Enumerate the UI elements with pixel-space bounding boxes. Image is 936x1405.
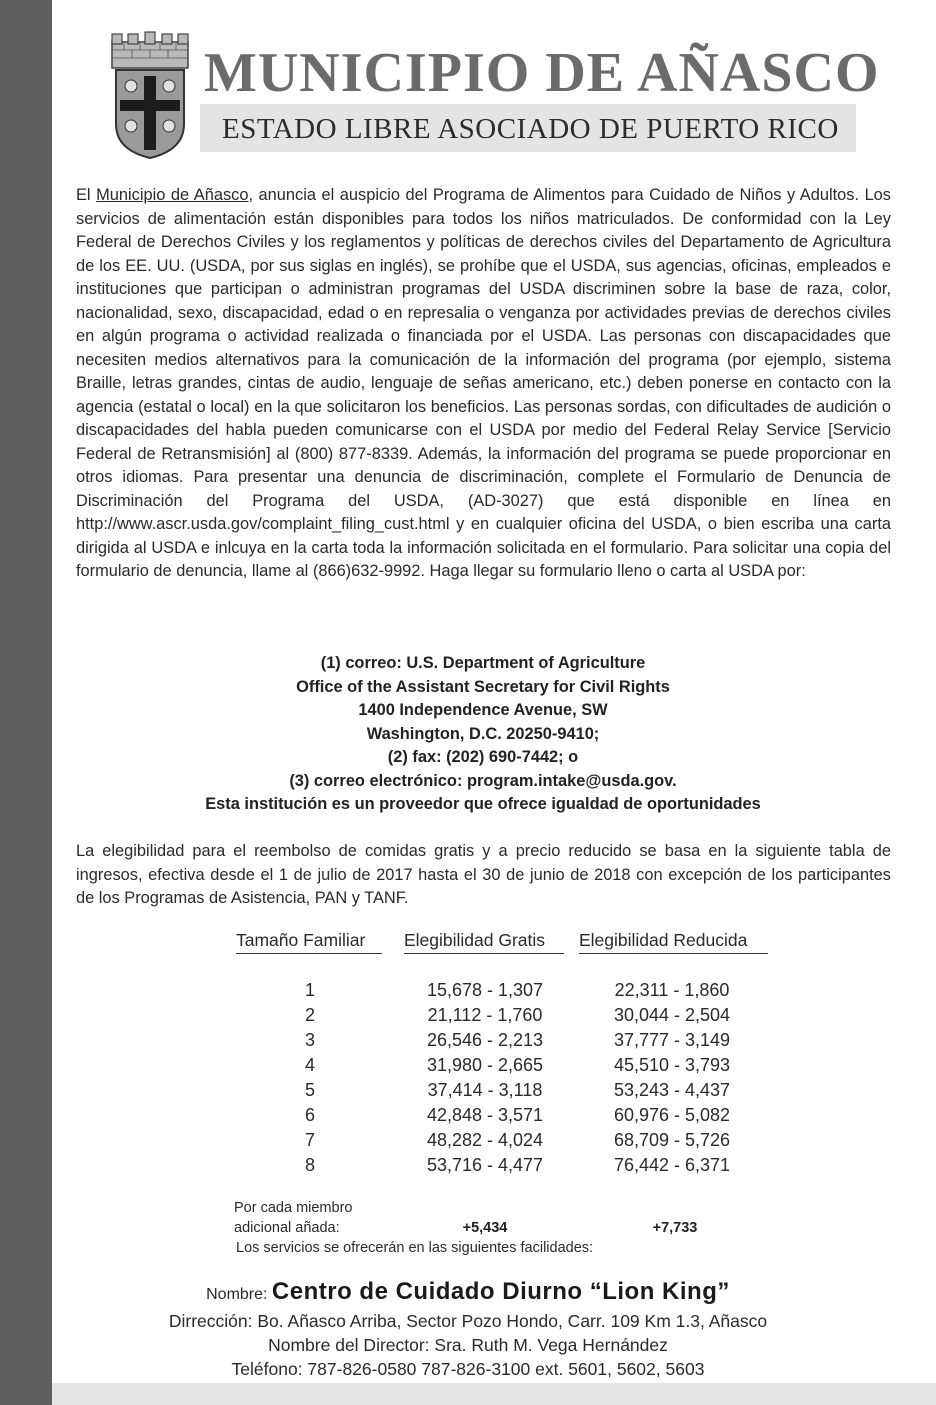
- table-row: [0, 978, 936, 1003]
- address-line: (2) fax: (202) 690-7442; o: [387, 748, 579, 766]
- income-table: [0, 978, 936, 1178]
- left-margin-bar: [0, 0, 52, 1405]
- family-size-cell: 7: [304, 1130, 315, 1150]
- free-cell: 42,848 - 3,571: [426, 1105, 544, 1125]
- bottom-strip: [52, 1383, 936, 1405]
- reduced-cell: 60,976 - 5,082: [613, 1105, 731, 1125]
- address-line: Office of the Assistant Secretary for Civil Rights: [296, 677, 670, 696]
- table-row: [0, 1153, 936, 1178]
- additional-label-line2: adicional añada:: [234, 1220, 340, 1236]
- facility-director: Nombre del Director: Sra. Ruth M. Vega Hernández: [268, 1335, 668, 1355]
- additional-label-line1: Por cada miembro: [234, 1200, 353, 1216]
- mailing-address-block: [80, 652, 886, 817]
- table-row: [0, 1128, 936, 1153]
- facility-phone: Teléfono: 787-826-0580 787-826-3100 ext. 5601, 5602, 5603: [231, 1359, 705, 1379]
- reduced-cell: 30,044 - 2,504: [613, 1005, 731, 1025]
- free-cell: 53,716 - 4,477: [426, 1155, 544, 1175]
- facility-address: Dirrección: Bo. Añasco Arriba, Sector Pozo Hondo, Carr. 109 Km 1.3, Añasco: [168, 1311, 768, 1331]
- additional-free-value: +5,434: [462, 1220, 508, 1236]
- coat-of-arms-icon: [104, 28, 196, 160]
- page-subtitle: ESTADO LIBRE ASOCIADO DE PUERTO RICO: [222, 113, 839, 145]
- table-row: [0, 1078, 936, 1103]
- municipio-link: Municipio de Añasco: [96, 186, 249, 204]
- reduced-cell: 76,442 - 6,371: [613, 1155, 731, 1175]
- free-cell: 15,678 - 1,307: [426, 980, 544, 1000]
- facility-name: Centro de Cuidado Diurno “Lion King”: [271, 1278, 730, 1305]
- page-title: MUNICIPIO DE AÑASCO: [204, 42, 880, 104]
- family-size-cell: 8: [304, 1155, 315, 1175]
- additional-reduced-value: +7,733: [652, 1220, 698, 1236]
- family-size-cell: 1: [304, 980, 315, 1000]
- family-size-cell: 4: [304, 1055, 315, 1075]
- address-line: (1) correo: U.S. Department of Agriculture: [320, 654, 646, 672]
- facility-name-label: Nombre:: [206, 1286, 272, 1303]
- reduced-cell: 22,311 - 1,860: [614, 980, 730, 1000]
- facility-name-line: [0, 1278, 936, 1306]
- table-row: [0, 1103, 936, 1128]
- column-header-free: Elegibilidad Gratis: [404, 928, 564, 954]
- eligibility-paragraph: La elegibilidad para el reembolso de comidas gratis y a precio reducido se basa en la siguiente tabla de ingresos, efectiva desde el 1 de julio de 2017 hasta el 30 de junio de 2018 con excepción de los participantes de los Programas de Asistencia, PAN y TANF.: [76, 842, 891, 907]
- reduced-cell: 37,777 - 3,149: [613, 1030, 731, 1050]
- free-cell: 48,282 - 4,024: [426, 1130, 544, 1150]
- family-size-cell: 2: [304, 1005, 315, 1025]
- reduced-cell: 45,510 - 3,793: [613, 1055, 731, 1075]
- address-line: Washington, D.C. 20250-9410;: [366, 724, 600, 743]
- equal-opportunity-statement: Esta institución es un proveedor que ofrece igualdad de oportunidades: [205, 795, 761, 813]
- table-row: [0, 1003, 936, 1028]
- column-header-family-size: Tamaño Familiar: [236, 928, 382, 954]
- intro-text: , anuncia el auspicio del Programa de Alimentos para Cuidado de Niños y Adultos. Los servicios de alimentación están disponibles para todos los niños matriculados. De conformidad con la Ley Federal de Derechos Civiles y los reglamentos y políticas de derechos civiles del Departamento de Agricultura de los EE. UU. (USDA, por sus siglas en inglés), se prohíbe que el USDA, sus agencias, oficinas, empleados e instituciones que participan o administran programas del USDA discriminen sobre la base de raza, color, nacionalidad, sexo, discapacidad, edad o en represalia o venganza por actividades previas de derechos civiles en algún programa o actividad realizada o financiada por el USDA. Las personas con discapacidades que necesiten medios alternativos para la comunicación de la información del programa (por ejemplo, sistema Braille, letras grandes, cintas de audio, lenguaje de señas americano, etc.) deben ponerse en contacto con la agencia (estatal o local) en la que solicitaron los beneficios. Las personas sordas, con dificultades de audición o discapacidades del habla pueden comunicarse con el USDA por medio del Federal Relay Service [Servicio Federal de Retransmisión] al (800) 877-8339. Además, la información del programa se puede proporcionar en otros idiomas. Para presentar una denuncia de discriminación, complete el Formulario de Denuncia de Discriminación del Programa del USDA, (AD-3027) que está disponible en línea en http://www.ascr.usda.gov/complaint_filing_cust.html y en cualquier oficina del USDA, o bien escriba una carta dirigida al USDA e inlcuya en la carta toda la información solicitada en el formulario. Para solicitar una copia del formulario de denuncia, llame al (866)632-9992. Haga llegar su formulario lleno o carta al USDA por:: [76, 186, 891, 580]
- address-line: 1400 Independence Avenue, SW: [358, 701, 608, 719]
- intro-prefix: El: [76, 186, 97, 204]
- free-cell: 31,980 - 2,665: [426, 1055, 544, 1075]
- address-line: (3) correo electrónico: program.intake@usda.gov.: [289, 771, 677, 790]
- family-size-cell: 5: [304, 1080, 315, 1100]
- table-row: [0, 1053, 936, 1078]
- family-size-cell: 6: [304, 1105, 315, 1125]
- column-header-reduced: Elegibilidad Reducida: [579, 928, 768, 954]
- reduced-cell: 53,243 - 4,437: [613, 1080, 731, 1100]
- table-row: [0, 1028, 936, 1053]
- free-cell: 37,414 - 3,118: [427, 1080, 543, 1100]
- free-cell: 21,112 - 1,760: [427, 1005, 543, 1025]
- reduced-cell: 68,709 - 5,726: [613, 1130, 731, 1150]
- free-cell: 26,546 - 2,213: [426, 1030, 544, 1050]
- family-size-cell: 3: [304, 1030, 315, 1050]
- notice-paragraph: [76, 184, 891, 584]
- services-note: Los servicios se ofrecerán en las siguientes facilidades:: [236, 1240, 594, 1256]
- additional-member-label: [234, 1198, 352, 1238]
